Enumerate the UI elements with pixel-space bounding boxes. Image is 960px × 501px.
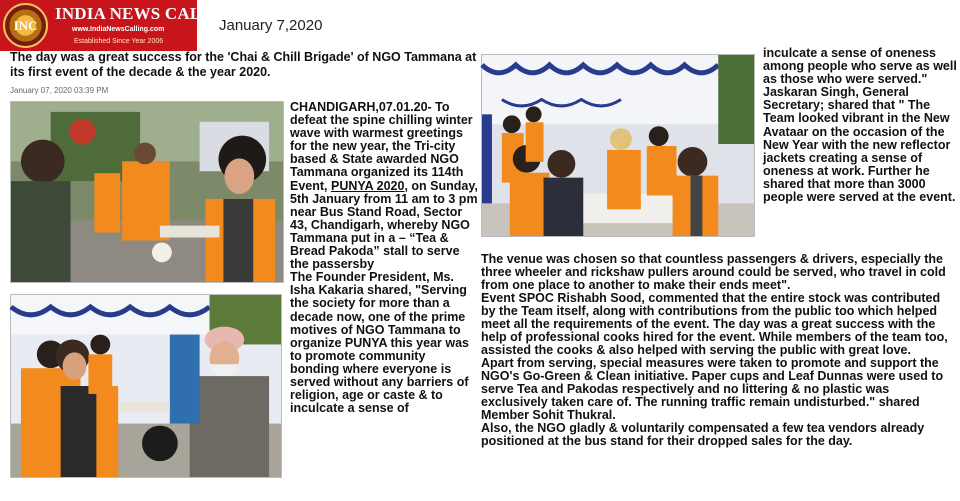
article-column-bottom <box>481 253 955 448</box>
photo-volunteer-serving-tea <box>10 101 284 283</box>
masthead <box>0 0 246 51</box>
article-timestamp: January 07, 2020 03:39 PM <box>10 86 109 95</box>
article-founder-quote: The Founder President, Ms. Isha Kakaria shared, "Serving the society for more than a decade now, one of the prime motives of NGO Tammana to organize PUNYA this year was to promote community bonding where everyone is served without any barriers of religion, age or caste & to inculcate a sense of <box>290 270 470 416</box>
masthead-established: Established Since Year 2006 <box>74 38 164 45</box>
dateline: January 7,2020 <box>219 17 323 34</box>
article-vendors-paragraph: Also, the NGO gladly & voluntarily compensated a few tea vendors already positioned at the bus stand for their dropped sales for the day. <box>481 421 925 448</box>
photo-team-at-stall <box>481 54 755 237</box>
logo-text: INC <box>13 18 38 33</box>
masthead-title: INDIA NEWS CALLING <box>55 4 246 23</box>
article-column-middle <box>290 101 478 501</box>
photo-serving-elderly-man <box>10 294 282 478</box>
article-intro-rest: , on Sunday, 5th January from 11 am to 3 pm near Bus Stand Road, Sector 43, Chandigarh, whereby NGO Tammana put in a – “Tea & Bread Pakoda” stall to serve the passersby <box>290 178 478 272</box>
article-intro <box>290 101 478 271</box>
punya-2020-link[interactable]: PUNYA 2020 <box>331 178 405 193</box>
article-spoc-paragraph: Event SPOC Rishabh Sood, commented that the entire stock was contributed by the Team itself, along with contributions from the public too which helped meet all the requirements of the event. The day was a great success with the help of professional cooks hired for the event. While members of the team too, assisted the cooks & also helped with serving the public with great love. <box>481 291 948 357</box>
article-headline: The day was a great success for the 'Chai & Chill Brigade' of NGO Tammana at its first event of the decade & the year 2020. <box>10 50 477 79</box>
logo-icon <box>3 3 48 48</box>
masthead-url: www.IndiaNewsCalling.com <box>72 26 165 33</box>
article-venue-paragraph: The venue was chosen so that countless passengers & drivers, especially the three wheeler and rickshaw pullers around could be served, who travel in cold from one place to another to make their ends meet". <box>481 252 946 292</box>
article-intro-lead: CHANDIGARH,07.01.20- To defeat the spine chilling winter wave with warmest greetings for the new year, the Tri-city based & State awarded NGO Tammana organized its 114th Event, <box>290 100 473 193</box>
article-green-paragraph: Apart from serving, special measures were taken to promote and support the NGO's Go-Green & Clean initiative. Paper cups and Leaf Dunnas were used to serve Tea and Pakodas respectively and no littering & no plastic was exclusively taken care of. The running traffic remain undisturbed." shared Member Sohit Thukral. <box>481 356 944 422</box>
article-column-right <box>763 47 958 204</box>
article-right-text: inculcate a sense of oneness among people who serve as well as those who were served." Jaskaran Singh, General Secretary; shared that " The Team looked vibrant in the New Avataar on the occasion of the New Year with the new reflector jackets creating a sense of oneness at work. Further he shared that more than 3000 people were served at the event. <box>763 46 957 205</box>
